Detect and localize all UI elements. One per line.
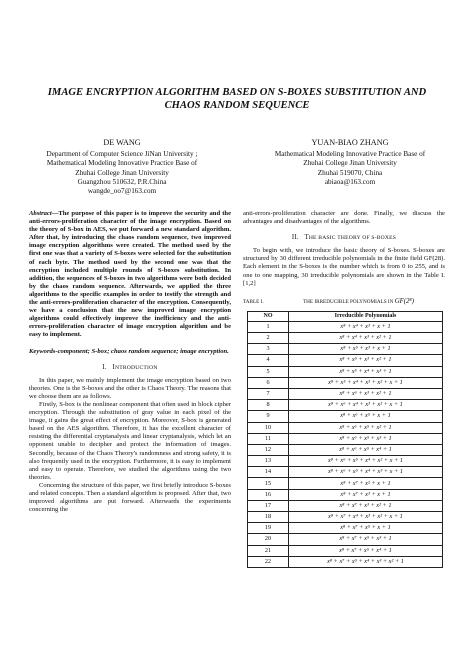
row-polynomial: x⁸ + x⁷ + x³ + x + 1 <box>289 489 443 500</box>
row-number: 1 <box>248 321 289 332</box>
row-number: 22 <box>248 556 289 567</box>
affiliation-line: Guangzhou 510632, P.R.China <box>77 177 167 186</box>
table-row <box>248 344 443 355</box>
table-row <box>248 456 443 467</box>
section-title-rest: HE BASIC THEORY OF <box>308 235 372 242</box>
table-caption <box>243 298 445 306</box>
row-polynomial: x⁸ + x⁶ + x³ + x² + 1 <box>289 388 443 399</box>
table-header-polynomials: Irreducible Polynomials <box>289 311 443 321</box>
table-row <box>248 444 443 455</box>
table-row <box>248 321 443 332</box>
table-row <box>248 377 443 388</box>
affiliation-line: Mathematical Modeling Innovative Practice Base of <box>46 159 198 168</box>
table-row <box>248 556 443 567</box>
section-number: II. <box>291 234 299 242</box>
affiliation-line: Zhuhai College Jinan University <box>75 168 169 177</box>
intro-paragraph: Concerning the structure of this paper, we first briefly introduce S-boxes and related concepts. Then a standard algorithm is proposed. After that, two improved algorithms are put forward. Afterwards the experiments concerning the <box>29 481 231 514</box>
keywords: Keywords-component; S-box; chaos random sequence; image encryption. <box>29 347 229 355</box>
section-title-initial: T <box>304 234 309 242</box>
section-title-tail: S-BOXES <box>371 235 397 242</box>
table-row <box>248 467 443 478</box>
row-number: 18 <box>248 512 289 523</box>
intro-paragraph: In this paper, we mainly implement the image encryption based on two theories. One is the S-boxes and the other is Chaos Theory. The reasons that we choose them are as follows. <box>29 376 231 400</box>
section-heading-basic-theory <box>243 234 445 242</box>
table-row <box>248 523 443 534</box>
row-number: 16 <box>248 489 289 500</box>
row-number: 7 <box>248 388 289 399</box>
row-polynomial: x⁸ + x⁷ + x⁵ + x + 1 <box>289 523 443 534</box>
intro-paragraph: Firstly, S-box is the nonlinear component that often used in block cipher encryption. Through the substitution of gray value in each pixel of the image, it gains the great effect of encryption. Moreover, S-box is generated based on the AES algorithm. Therefore, it has the excellent character of resisting the differential cryptanalysis and linear cryptanalysis, which let an opponent unable to decipher and protect the information of images. Secondly, because of the Chaos Theory's randomness and strong safety, it is also frequently used in the encryption. Furthermore, it is easy to implement and easy to operate. Therefore, we studied the algorithms using the two theories. <box>29 400 231 481</box>
abstract-text: —The purpose of this paper is to improve the security and the anti-errors-proliferation character of the image encryption. Based on the theory of S-box in AES, we put forward a new standard algorithm. After that, by introducing the chaos random sequence, two improved image encryption algorithms were created. The method used by the first one was that a variety of S-boxes were selected for the substitution of each byte. The method used by the second one was that the encryption included multiple rounds of S-boxes substitution. In addition, the sequences of S-boxes in two algorithms were both decided by the chaos random sequence. Afterwards, we applied the three algorithms to the specific examples in order to testify the strength and the anti-errors-proliferation character of the encryption. Consequently, we have a conclusion that the new improved image encryption algorithms could effectively improve the inefficiency and the anti-errors-proliferation character of image encryption algorithm and be easy to implement. <box>29 210 231 339</box>
row-polynomial: x⁸ + x⁶ + x⁵ + x⁴ + x² + x + 1 <box>289 456 443 467</box>
table-row <box>248 478 443 489</box>
row-number: 9 <box>248 411 289 422</box>
section-title-initial: I <box>112 363 115 371</box>
table-row <box>248 433 443 444</box>
table-row <box>248 500 443 511</box>
table-body <box>248 321 443 567</box>
table-caption-label: TABLE I. <box>243 298 264 305</box>
table-row <box>248 545 443 556</box>
row-number: 17 <box>248 500 289 511</box>
table-row <box>248 388 443 399</box>
row-number: 11 <box>248 433 289 444</box>
abstract <box>29 210 231 340</box>
table-row <box>248 489 443 500</box>
row-number: 12 <box>248 444 289 455</box>
table-row <box>248 534 443 545</box>
author-name: DE WANG <box>103 138 141 147</box>
section-title-rest: NTRODUCTION <box>114 364 158 371</box>
left-column <box>29 210 231 514</box>
section-heading-introduction <box>29 364 231 372</box>
row-polynomial: x⁸ + x⁶ + x⁵ + x² + 1 <box>289 422 443 433</box>
right-column <box>243 210 445 568</box>
row-polynomial: x⁸ + x⁷ + x⁵ + x³ + 1 <box>289 534 443 545</box>
row-polynomial: x⁸ + x⁶ + x⁵ + x⁴ + 1 <box>289 444 443 455</box>
continuation-paragraph: anti-errors-proliferation character are done. Finally, we discuss the advantages and disadvantages of the algorithms. <box>243 210 445 226</box>
section-paragraph: To begin with, we introduce the basic theory of S-boxes. S-boxes are structured by 30 different irreducible polynomials in the finite field GF(28). Each element in the S-boxes is the number which is from 0 to 255, and is one to one mapping, 30 irreducible polynomials are shown in the Table I.[1,2] <box>243 247 445 287</box>
author-block-1 <box>22 138 222 196</box>
row-polynomial: x⁸ + x⁵ + x³ + x + 1 <box>289 344 443 355</box>
author-email: wangde_oo7@163.com <box>87 187 157 196</box>
table-caption-math: GF(2⁸) <box>394 297 415 305</box>
row-polynomial: x⁸ + x⁷ + x⁵ + x⁴ + x³ + x² + 1 <box>289 556 443 567</box>
row-polynomial: x⁸ + x⁷ + x⁵ + x⁴ + 1 <box>289 545 443 556</box>
row-number: 14 <box>248 467 289 478</box>
author-block-2 <box>250 138 450 187</box>
row-polynomial: x⁸ + x⁶ + x⁵ + x + 1 <box>289 411 443 422</box>
row-number: 19 <box>248 523 289 534</box>
row-polynomial: x⁸ + x⁵ + x⁴ + x³ + x² + x + 1 <box>289 377 443 388</box>
row-polynomial: x⁸ + x⁷ + x⁴ + x³ + x² + x + 1 <box>289 512 443 523</box>
table-caption-text: THE IRREDUCIBLE POLYNOMIALS IN <box>303 298 394 305</box>
affiliation-line: Mathematical Modeling Innovative Practice Base of <box>274 150 426 159</box>
row-number: 10 <box>248 422 289 433</box>
table-row <box>248 366 443 377</box>
polynomial-table <box>247 311 443 568</box>
row-number: 20 <box>248 534 289 545</box>
table-row <box>248 355 443 366</box>
table-row <box>248 400 443 411</box>
paper-title: IMAGE ENCRYPTION ALGORITHM BASED ON S-BOXES SUBSTITUTION AND CHAOS RANDOM SEQUENCE <box>47 87 427 111</box>
row-polynomial: x⁸ + x⁴ + x³ + x² + 1 <box>289 333 443 344</box>
row-number: 15 <box>248 478 289 489</box>
affiliation-line: Department of Computer Science JiNan University ; <box>46 150 198 159</box>
row-number: 6 <box>248 377 289 388</box>
row-polynomial: x⁸ + x⁵ + x³ + x² + 1 <box>289 355 443 366</box>
row-polynomial: x⁸ + x⁶ + x⁵ + x³ + 1 <box>289 433 443 444</box>
table-row <box>248 411 443 422</box>
table-row <box>248 333 443 344</box>
table-header-row <box>248 311 443 321</box>
row-number: 5 <box>248 366 289 377</box>
row-polynomial: x⁸ + x⁵ + x⁴ + x³ + 1 <box>289 366 443 377</box>
row-number: 4 <box>248 355 289 366</box>
row-number: 2 <box>248 333 289 344</box>
author-email: abiaoa@163.com <box>324 177 376 186</box>
row-number: 21 <box>248 545 289 556</box>
author-name: YUAN-BIAO ZHANG <box>311 138 389 147</box>
row-polynomial: x⁸ + x⁷ + x³ + x² + 1 <box>289 500 443 511</box>
abstract-label: Abstract <box>29 210 52 217</box>
affiliation-line: Zhuhai 519070, China <box>317 168 383 177</box>
row-polynomial: x⁸ + x⁶ + x⁴ + x³ + x² + x + 1 <box>289 400 443 411</box>
table-row <box>248 512 443 523</box>
section-number: I. <box>102 363 107 371</box>
table-header-no: NO <box>248 311 289 321</box>
row-number: 13 <box>248 456 289 467</box>
row-number: 3 <box>248 344 289 355</box>
table-row <box>248 422 443 433</box>
row-number: 8 <box>248 400 289 411</box>
row-polynomial: x⁸ + x⁷ + x² + x + 1 <box>289 478 443 489</box>
row-polynomial: x⁸ + x⁶ + x⁵ + x⁴ + x³ + x + 1 <box>289 467 443 478</box>
affiliation-line: Zhuhai College Jinan University <box>303 159 397 168</box>
row-polynomial: x⁸ + x⁴ + x³ + x + 1 <box>289 321 443 332</box>
